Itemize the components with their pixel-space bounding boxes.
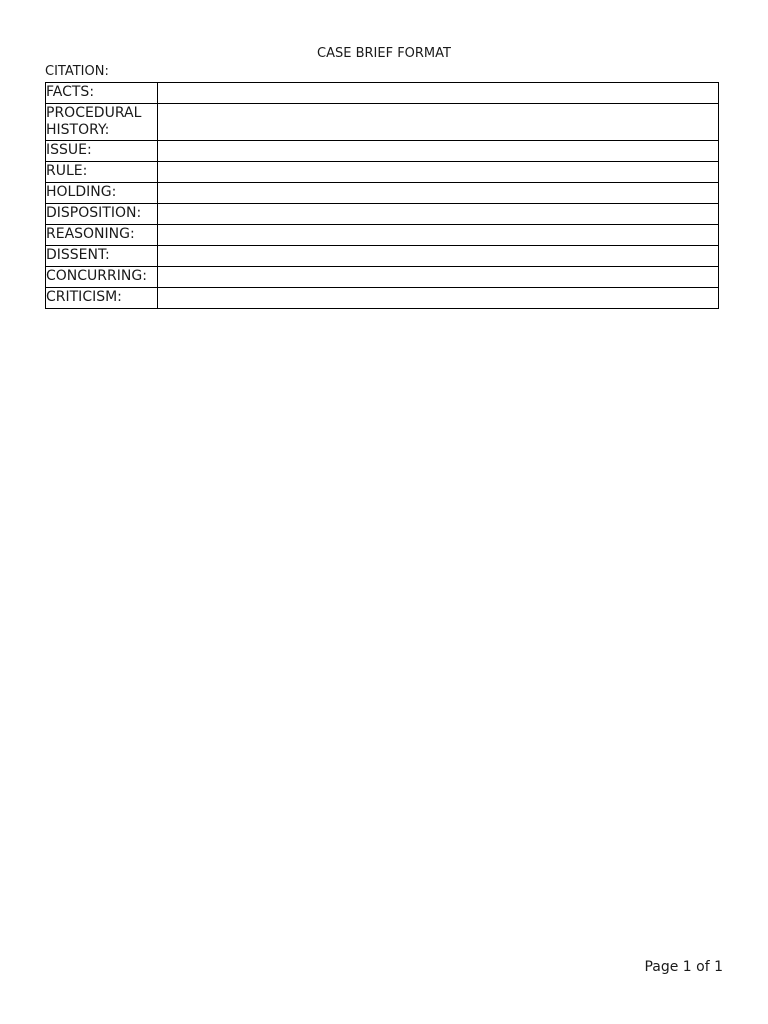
- page-number-footer: Page 1 of 1: [644, 959, 723, 975]
- row-label-disposition: DISPOSITION:: [46, 204, 158, 225]
- table-row-holding: [46, 183, 719, 204]
- case-brief-table: [45, 82, 719, 309]
- table-row-procedural-history: [46, 104, 719, 141]
- row-value-disposition[interactable]: [158, 204, 719, 225]
- row-value-issue[interactable]: [158, 141, 719, 162]
- row-value-dissent[interactable]: [158, 246, 719, 267]
- table-row-issue: [46, 141, 719, 162]
- row-label-issue: ISSUE:: [46, 141, 158, 162]
- row-label-holding: HOLDING:: [46, 183, 158, 204]
- row-value-holding[interactable]: [158, 183, 719, 204]
- table-row-criticism: [46, 288, 719, 309]
- row-value-procedural-history[interactable]: [158, 104, 719, 141]
- table-row-facts: [46, 83, 719, 104]
- row-label-criticism: CRITICISM:: [46, 288, 158, 309]
- citation-label: CITATION:: [45, 64, 109, 79]
- row-label-reasoning: REASONING:: [46, 225, 158, 246]
- row-value-facts[interactable]: [158, 83, 719, 104]
- row-label-concurring: CONCURRING:: [46, 267, 158, 288]
- row-value-rule[interactable]: [158, 162, 719, 183]
- row-label-rule: RULE:: [46, 162, 158, 183]
- row-label-dissent: DISSENT:: [46, 246, 158, 267]
- row-value-criticism[interactable]: [158, 288, 719, 309]
- table-row-reasoning: [46, 225, 719, 246]
- row-label-facts: FACTS:: [46, 83, 158, 104]
- row-value-reasoning[interactable]: [158, 225, 719, 246]
- table-row-disposition: [46, 204, 719, 225]
- page-title: CASE BRIEF FORMAT: [317, 46, 451, 61]
- row-value-concurring[interactable]: [158, 267, 719, 288]
- row-label-procedural-history: PROCEDURAL HISTORY:: [46, 104, 158, 141]
- table-row-rule: [46, 162, 719, 183]
- table-row-concurring: [46, 267, 719, 288]
- table-row-dissent: [46, 246, 719, 267]
